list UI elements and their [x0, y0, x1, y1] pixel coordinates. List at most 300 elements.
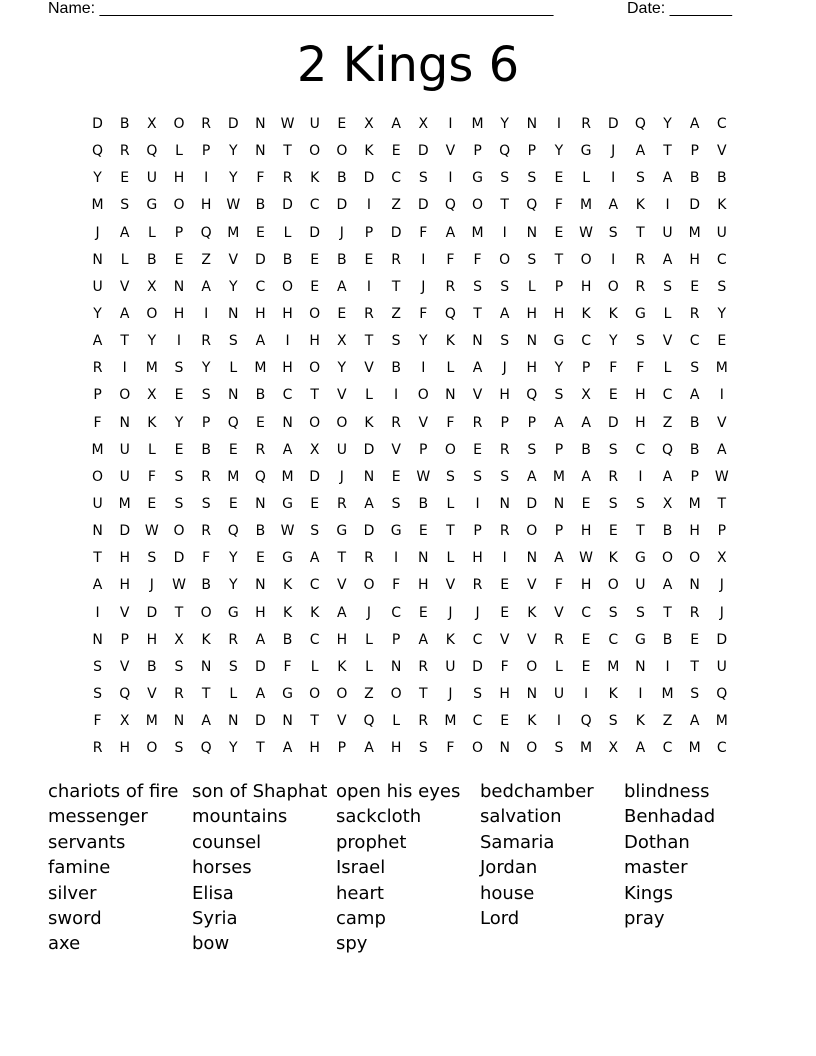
word-list-item: famine — [48, 857, 111, 879]
grid-letter: K — [310, 604, 320, 621]
grid-letter: A — [201, 713, 211, 730]
grid-letter: O — [390, 685, 402, 702]
grid-letter: H — [417, 577, 429, 594]
grid-letter: Y — [554, 360, 564, 377]
grid-letter: B — [662, 523, 673, 540]
grid-letter: V — [364, 360, 374, 377]
grid-letter: E — [364, 251, 374, 268]
grid-letter: P — [527, 143, 537, 160]
grid-letter: N — [445, 387, 456, 404]
grid-letter: J — [339, 224, 344, 241]
grid-letter: S — [174, 468, 184, 485]
word-list-item: Lord — [480, 907, 520, 929]
grid-letter: V — [445, 577, 456, 594]
grid-letter: X — [147, 278, 157, 295]
grid-letter: A — [282, 441, 293, 458]
grid-letter: L — [582, 170, 590, 187]
grid-letter: V — [445, 143, 456, 160]
grid-letter: G — [634, 631, 646, 648]
grid-letter: M — [688, 224, 701, 241]
grid-letter: J — [448, 685, 453, 702]
grid-letter: W — [226, 197, 241, 214]
grid-letter: X — [581, 387, 591, 404]
grid-letter: D — [146, 604, 158, 621]
grid-letter: W — [579, 550, 594, 567]
grid-letter: S — [635, 604, 645, 621]
grid-letter: I — [95, 604, 100, 621]
grid-letter: E — [581, 495, 591, 512]
grid-letter: H — [119, 550, 130, 567]
grid-letter: R — [201, 333, 211, 350]
grid-letter: S — [445, 468, 455, 485]
grid-letter: I — [556, 116, 562, 132]
grid-letter: B — [255, 197, 266, 214]
grid-letter: O — [336, 685, 348, 702]
word-list-item: Elisa — [192, 882, 234, 904]
grid-letter: F — [609, 360, 618, 377]
grid-letter: D — [227, 116, 239, 132]
grid-letter: C — [472, 713, 483, 730]
grid-letter: C — [309, 197, 320, 214]
grid-letter: R — [228, 631, 239, 648]
grid-letter: O — [499, 251, 511, 268]
grid-letter: D — [526, 495, 538, 512]
grid-letter: X — [337, 333, 347, 350]
grid-letter: S — [93, 685, 103, 702]
grid-letter: Y — [337, 360, 347, 377]
grid-letter: K — [364, 143, 374, 160]
grid-letter: H — [173, 305, 185, 322]
grid-letter: S — [608, 495, 618, 512]
grid-letter: S — [608, 604, 618, 621]
grid-letter: E — [174, 387, 184, 404]
grid-letter: A — [119, 224, 130, 241]
grid-letter: A — [337, 604, 347, 621]
grid-letter: F — [93, 414, 102, 431]
grid-letter: S — [174, 495, 184, 512]
grid-letter: L — [229, 685, 238, 702]
grid-letter: M — [145, 360, 158, 377]
grid-letter: K — [310, 170, 320, 187]
word-list-item: sackcloth — [336, 806, 422, 828]
grid-letter: T — [310, 713, 319, 730]
grid-letter: I — [448, 116, 453, 132]
grid-letter: T — [418, 685, 428, 702]
word-list-item: open his eyes — [336, 781, 461, 802]
grid-letter: V — [717, 143, 727, 160]
grid-letter: T — [636, 523, 645, 540]
grid-letter: C — [391, 170, 401, 187]
grid-letter: Y — [418, 333, 428, 350]
grid-letter: P — [93, 387, 102, 404]
word-list-item: horses — [192, 857, 252, 879]
grid-letter: Y — [228, 170, 238, 187]
word-list-item: Jordan — [480, 857, 538, 879]
grid-letter: Q — [119, 685, 131, 702]
grid-letter: N — [228, 305, 239, 322]
grid-letter: M — [145, 713, 158, 730]
grid-row — [84, 656, 735, 683]
grid-letter: S — [500, 333, 510, 350]
grid-letter: E — [500, 713, 510, 730]
grid-letter: W — [280, 116, 295, 132]
grid-letter: P — [500, 414, 509, 431]
grid-letter: R — [472, 577, 483, 594]
grid-letter: E — [147, 495, 157, 512]
grid-letter: Z — [201, 251, 211, 268]
grid-letter: N — [553, 495, 565, 512]
grid-letter: A — [554, 550, 564, 567]
grid-letter: F — [446, 251, 455, 268]
grid-letter: O — [662, 550, 674, 567]
grid-letter: X — [147, 116, 157, 132]
grid-letter: G — [146, 197, 158, 214]
grid-letter: V — [119, 278, 130, 295]
grid-letter: H — [526, 305, 538, 322]
grid-letter: O — [336, 143, 348, 160]
grid-letter: M — [552, 468, 565, 485]
grid-letter: P — [554, 441, 564, 458]
grid-letter: M — [715, 360, 728, 377]
grid-letter: I — [204, 170, 209, 187]
grid-letter: R — [201, 523, 211, 540]
grid-row — [84, 466, 735, 493]
grid-letter: A — [689, 713, 700, 730]
grid-letter: N — [255, 577, 266, 594]
grid-letter: K — [581, 305, 591, 322]
grid-letter: Q — [146, 143, 158, 160]
grid-letter: K — [635, 713, 645, 730]
grid-letter: S — [527, 251, 537, 268]
grid-letter: A — [662, 251, 673, 268]
grid-letter: F — [202, 550, 211, 567]
word-list-item: chariots of fire — [48, 781, 179, 802]
grid-letter: W — [714, 468, 729, 485]
grid-letter: M — [118, 495, 131, 512]
grid-letter: P — [554, 523, 564, 540]
grid-letter: A — [201, 278, 211, 295]
grid-letter: R — [364, 305, 374, 322]
word-list-item: spy — [336, 933, 368, 955]
grid-letter: V — [119, 604, 130, 621]
grid-row — [84, 547, 735, 574]
grid-letter: E — [717, 333, 727, 350]
grid-letter: S — [174, 740, 184, 757]
grid-letter: R — [391, 251, 401, 268]
grid-letter: D — [363, 170, 375, 187]
grid-letter: S — [635, 495, 645, 512]
grid-letter: Y — [174, 414, 184, 431]
grid-letter: N — [526, 116, 538, 132]
grid-letter: V — [228, 251, 239, 268]
grid-letter: H — [580, 577, 592, 594]
grid-letter: B — [201, 441, 211, 458]
grid-letter: S — [418, 740, 428, 757]
grid-letter: E — [581, 631, 591, 648]
grid-letter: V — [717, 414, 727, 431]
grid-letter: S — [554, 740, 564, 757]
grid-letter: N — [92, 631, 103, 648]
grid-letter: A — [255, 333, 266, 350]
grid-letter: A — [92, 577, 103, 594]
grid-letter: R — [418, 658, 429, 675]
grid-letter: P — [120, 631, 129, 648]
grid-letter: L — [446, 550, 455, 567]
grid-letter: L — [527, 278, 536, 295]
grid-letter: U — [92, 495, 103, 512]
grid-letter: N — [282, 713, 293, 730]
grid-letter: B — [201, 577, 211, 594]
grid-letter: T — [201, 685, 211, 702]
grid-letter: R — [282, 170, 293, 187]
grid-letter: F — [392, 577, 401, 594]
grid-letter: V — [527, 631, 537, 648]
word-list-item: sword — [48, 907, 102, 929]
grid-letter: B — [147, 658, 157, 675]
grid-letter: O — [309, 685, 321, 702]
grid-letter: I — [285, 333, 290, 350]
grid-letter: G — [282, 685, 293, 702]
grid-letter: A — [472, 360, 483, 377]
grid-letter: B — [689, 441, 700, 458]
grid-letter: B — [255, 387, 266, 404]
grid-letter: S — [527, 441, 537, 458]
grid-letter: K — [282, 604, 293, 621]
grid-letter: F — [554, 577, 563, 594]
grid-letter: J — [719, 577, 724, 594]
grid-letter: C — [635, 441, 646, 458]
grid-letter: T — [446, 523, 455, 540]
grid-letter: Q — [716, 685, 728, 702]
grid-letter: C — [391, 604, 401, 621]
grid-letter: I — [638, 685, 643, 702]
grid-letter: S — [147, 550, 157, 567]
grid-letter: O — [92, 468, 104, 485]
grid-letter: D — [363, 441, 375, 458]
grid-letter: A — [92, 333, 103, 350]
word-list-item: salvation — [480, 806, 562, 828]
grid-letter: I — [394, 550, 399, 567]
grid-letter: O — [472, 740, 484, 757]
grid-letter: U — [716, 224, 727, 241]
word-list-item: heart — [336, 882, 384, 904]
grid-letter: H — [689, 251, 700, 268]
grid-letter: O — [607, 577, 619, 594]
grid-letter: E — [690, 278, 700, 295]
grid-letter: N — [418, 550, 429, 567]
grid-letter: J — [448, 604, 453, 621]
grid-letter: H — [200, 197, 212, 214]
grid-letter: A — [364, 740, 374, 757]
grid-letter: Y — [554, 143, 564, 160]
worksheet-header — [0, 0, 816, 20]
grid-letter: R — [499, 441, 510, 458]
grid-letter: Z — [391, 305, 401, 322]
grid-letter: S — [554, 387, 564, 404]
word-list-item: master — [624, 857, 688, 879]
grid-letter: Y — [147, 333, 157, 350]
grid-letter: Q — [227, 414, 239, 431]
grid-letter: R — [689, 305, 700, 322]
grid-letter: A — [499, 305, 510, 322]
grid-letter: Y — [228, 740, 238, 757]
grid-letter: L — [365, 658, 373, 675]
grid-letter: E — [174, 251, 184, 268]
grid-letter: E — [255, 550, 265, 567]
grid-letter: Q — [227, 523, 239, 540]
grid-letter: P — [473, 523, 482, 540]
grid-letter: E — [228, 441, 238, 458]
grid-letter: H — [119, 740, 130, 757]
word-list-item: silver — [48, 882, 97, 904]
grid-letter: M — [91, 197, 104, 214]
grid-letter: S — [690, 685, 700, 702]
grid-letter: I — [502, 224, 507, 241]
grid-letter: L — [446, 360, 455, 377]
grid-letter: Y — [717, 305, 727, 322]
grid-letter: F — [147, 468, 156, 485]
grid-letter: N — [689, 577, 700, 594]
grid-letter: I — [366, 278, 372, 295]
grid-letter: T — [554, 251, 564, 268]
grid-letter: B — [689, 414, 700, 431]
grid-letter: O — [282, 278, 294, 295]
grid-letter: S — [93, 658, 103, 675]
grid-letter: D — [607, 116, 619, 132]
grid-letter: E — [228, 495, 238, 512]
grid-letter: H — [255, 604, 266, 621]
word-list-item: Samaria — [480, 831, 555, 853]
grid-letter: G — [580, 143, 592, 160]
grid-letter: J — [149, 577, 154, 594]
grid-letter: A — [527, 468, 537, 485]
grid-letter: I — [584, 685, 589, 702]
word-list-item: son of Shaphat — [192, 781, 328, 802]
grid-letter: P — [201, 414, 211, 431]
grid-letter: T — [636, 224, 645, 241]
grid-letter: R — [472, 414, 483, 431]
grid-letter: H — [309, 333, 320, 350]
grid-letter: R — [689, 604, 700, 621]
grid-letter: W — [280, 523, 295, 540]
grid-letter: O — [146, 305, 158, 322]
grid-letter: K — [635, 197, 645, 214]
grid-row — [84, 384, 735, 411]
grid-letter: C — [282, 387, 293, 404]
grid-row — [84, 412, 735, 439]
grid-letter: A — [337, 278, 347, 295]
grid-letter: R — [201, 116, 211, 132]
word-list-item: mountains — [192, 806, 288, 828]
grid-letter: E — [391, 468, 401, 485]
grid-letter: G — [227, 604, 239, 621]
grid-letter: S — [500, 278, 510, 295]
grid-letter: N — [363, 468, 375, 485]
grid-letter: I — [665, 197, 670, 214]
word-list-item: Kings — [624, 882, 674, 904]
grid-letter: K — [147, 414, 157, 431]
grid-letter: E — [120, 170, 130, 187]
grid-letter: N — [255, 116, 266, 132]
grid-letter: N — [228, 387, 239, 404]
grid-letter: H — [119, 577, 130, 594]
grid-letter: E — [690, 631, 700, 648]
grid-letter: N — [200, 658, 212, 675]
grid-letter: C — [716, 116, 727, 132]
grid-letter: P — [473, 143, 482, 160]
grid-letter: Q — [363, 713, 375, 730]
grid-letter: D — [472, 658, 483, 675]
grid-letter: P — [690, 143, 699, 160]
grid-letter: Y — [500, 116, 509, 132]
grid-letter: K — [337, 658, 347, 675]
grid-letter: B — [119, 116, 130, 132]
grid-row — [84, 167, 735, 194]
grid-letter: V — [337, 577, 347, 594]
grid-row — [84, 194, 735, 221]
grid-letter: H — [635, 414, 646, 431]
word-list-item: blindness — [624, 781, 710, 802]
grid-letter: E — [608, 387, 618, 404]
grid-letter: Y — [93, 170, 102, 187]
grid-letter: R — [364, 550, 374, 567]
grid-letter: M — [715, 713, 728, 730]
grid-letter: Q — [444, 305, 456, 322]
grid-letter: M — [281, 468, 294, 485]
grid-letter: D — [417, 197, 429, 214]
word-list-item: Dothan — [624, 831, 690, 853]
grid-letter: I — [122, 360, 127, 377]
grid-letter: H — [309, 740, 320, 757]
grid-letter: T — [337, 550, 347, 567]
grid-letter: R — [608, 468, 619, 485]
grid-letter: A — [635, 740, 646, 757]
grid-letter: G — [472, 170, 483, 187]
grid-row — [84, 330, 735, 357]
grid-letter: B — [282, 251, 293, 268]
grid-letter: N — [526, 224, 538, 241]
grid-letter: P — [527, 414, 537, 431]
grid-letter: I — [611, 170, 616, 187]
grid-letter: E — [473, 441, 482, 458]
grid-letter: R — [255, 441, 266, 458]
grid-letter: L — [120, 251, 129, 268]
grid-letter: M — [580, 740, 593, 757]
grid-letter: A — [581, 414, 591, 431]
grid-letter: R — [499, 523, 510, 540]
grid-letter: H — [499, 387, 510, 404]
grid-letter: N — [92, 523, 103, 540]
grid-letter: F — [256, 170, 265, 187]
grid-letter: X — [147, 387, 157, 404]
grid-letter: O — [363, 577, 375, 594]
grid-row — [84, 710, 735, 737]
grid-letter: C — [472, 631, 483, 648]
page-title: 2 Kings 6 — [296, 37, 520, 93]
grid-letter: N — [390, 658, 402, 675]
grid-row — [84, 737, 735, 764]
grid-letter: D — [119, 523, 131, 540]
grid-letter: Y — [228, 577, 238, 594]
grid-letter: Z — [391, 197, 401, 214]
grid-letter: J — [475, 604, 480, 621]
grid-letter: I — [176, 333, 182, 350]
grid-letter: Q — [634, 116, 646, 132]
grid-letter: A — [309, 550, 320, 567]
grid-letter: V — [527, 577, 537, 594]
grid-letter: B — [581, 441, 591, 458]
grid-letter: P — [581, 360, 591, 377]
